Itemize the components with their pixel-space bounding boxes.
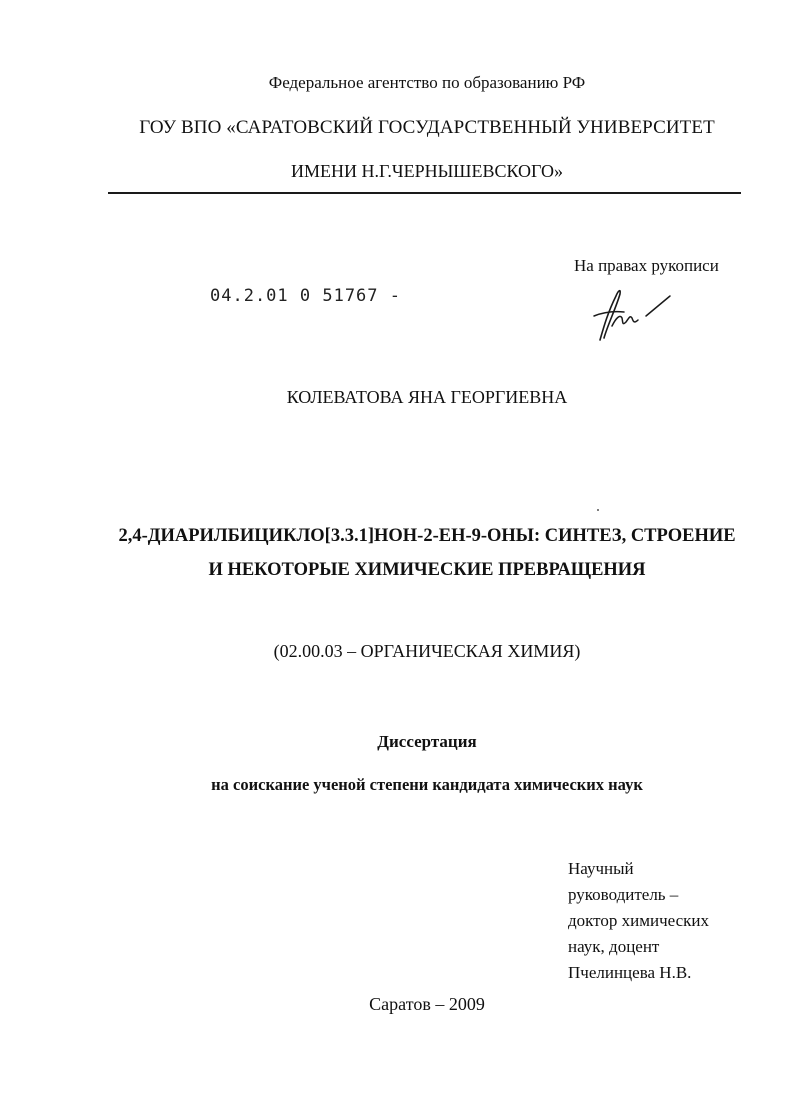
archive-stamp-number: 04.2.01 0 51767 -	[210, 286, 401, 306]
title-line2: И НЕКОТОРЫЕ ХИМИЧЕСКИЕ ПРЕВРАЩЕНИЯ	[208, 560, 646, 580]
supervisor-line: руководитель –	[568, 885, 679, 904]
header-divider	[108, 192, 741, 194]
university-name-line1: ГОУ ВПО «САРАТОВСКИЙ ГОСУДАРСТВЕННЫЙ УНИВЕРСИТЕТ	[139, 117, 715, 138]
dissertation-title	[30, 519, 794, 587]
supervisor-line: Научный	[568, 859, 634, 878]
manuscript-rights-note: На правах рукописи	[574, 256, 719, 275]
specialty-code: (02.00.03 – ОРГАНИЧЕСКАЯ ХИМИЯ)	[273, 641, 581, 661]
degree-statement: на соискание ученой степени кандидата химических наук	[211, 775, 643, 794]
author-name: КОЛЕВАТОВА ЯНА ГЕОРГИЕВНА	[286, 387, 568, 407]
signature-image	[586, 282, 676, 344]
supervisor-line: доктор химических	[568, 911, 710, 930]
supervisor-line: наук, доцент	[568, 937, 660, 956]
university-name-line2: ИМЕНИ Н.Г.ЧЕРНЫШЕВСКОГО»	[291, 161, 563, 181]
supervisor-block	[568, 856, 709, 986]
scan-speck	[597, 509, 599, 511]
city-year: Саратов – 2009	[369, 994, 485, 1014]
title-line1: 2,4-ДИАРИЛБИЦИКЛО[3.3.1]НОН-2-ЕН-9-ОНЫ: СИНТЕЗ, СТРОЕНИЕ	[118, 526, 736, 546]
supervisor-name: Пчелинцева Н.В.	[568, 963, 692, 982]
document-type: Диссертация	[377, 732, 477, 751]
agency-name: Федеральное агентство по образованию РФ	[268, 73, 586, 92]
